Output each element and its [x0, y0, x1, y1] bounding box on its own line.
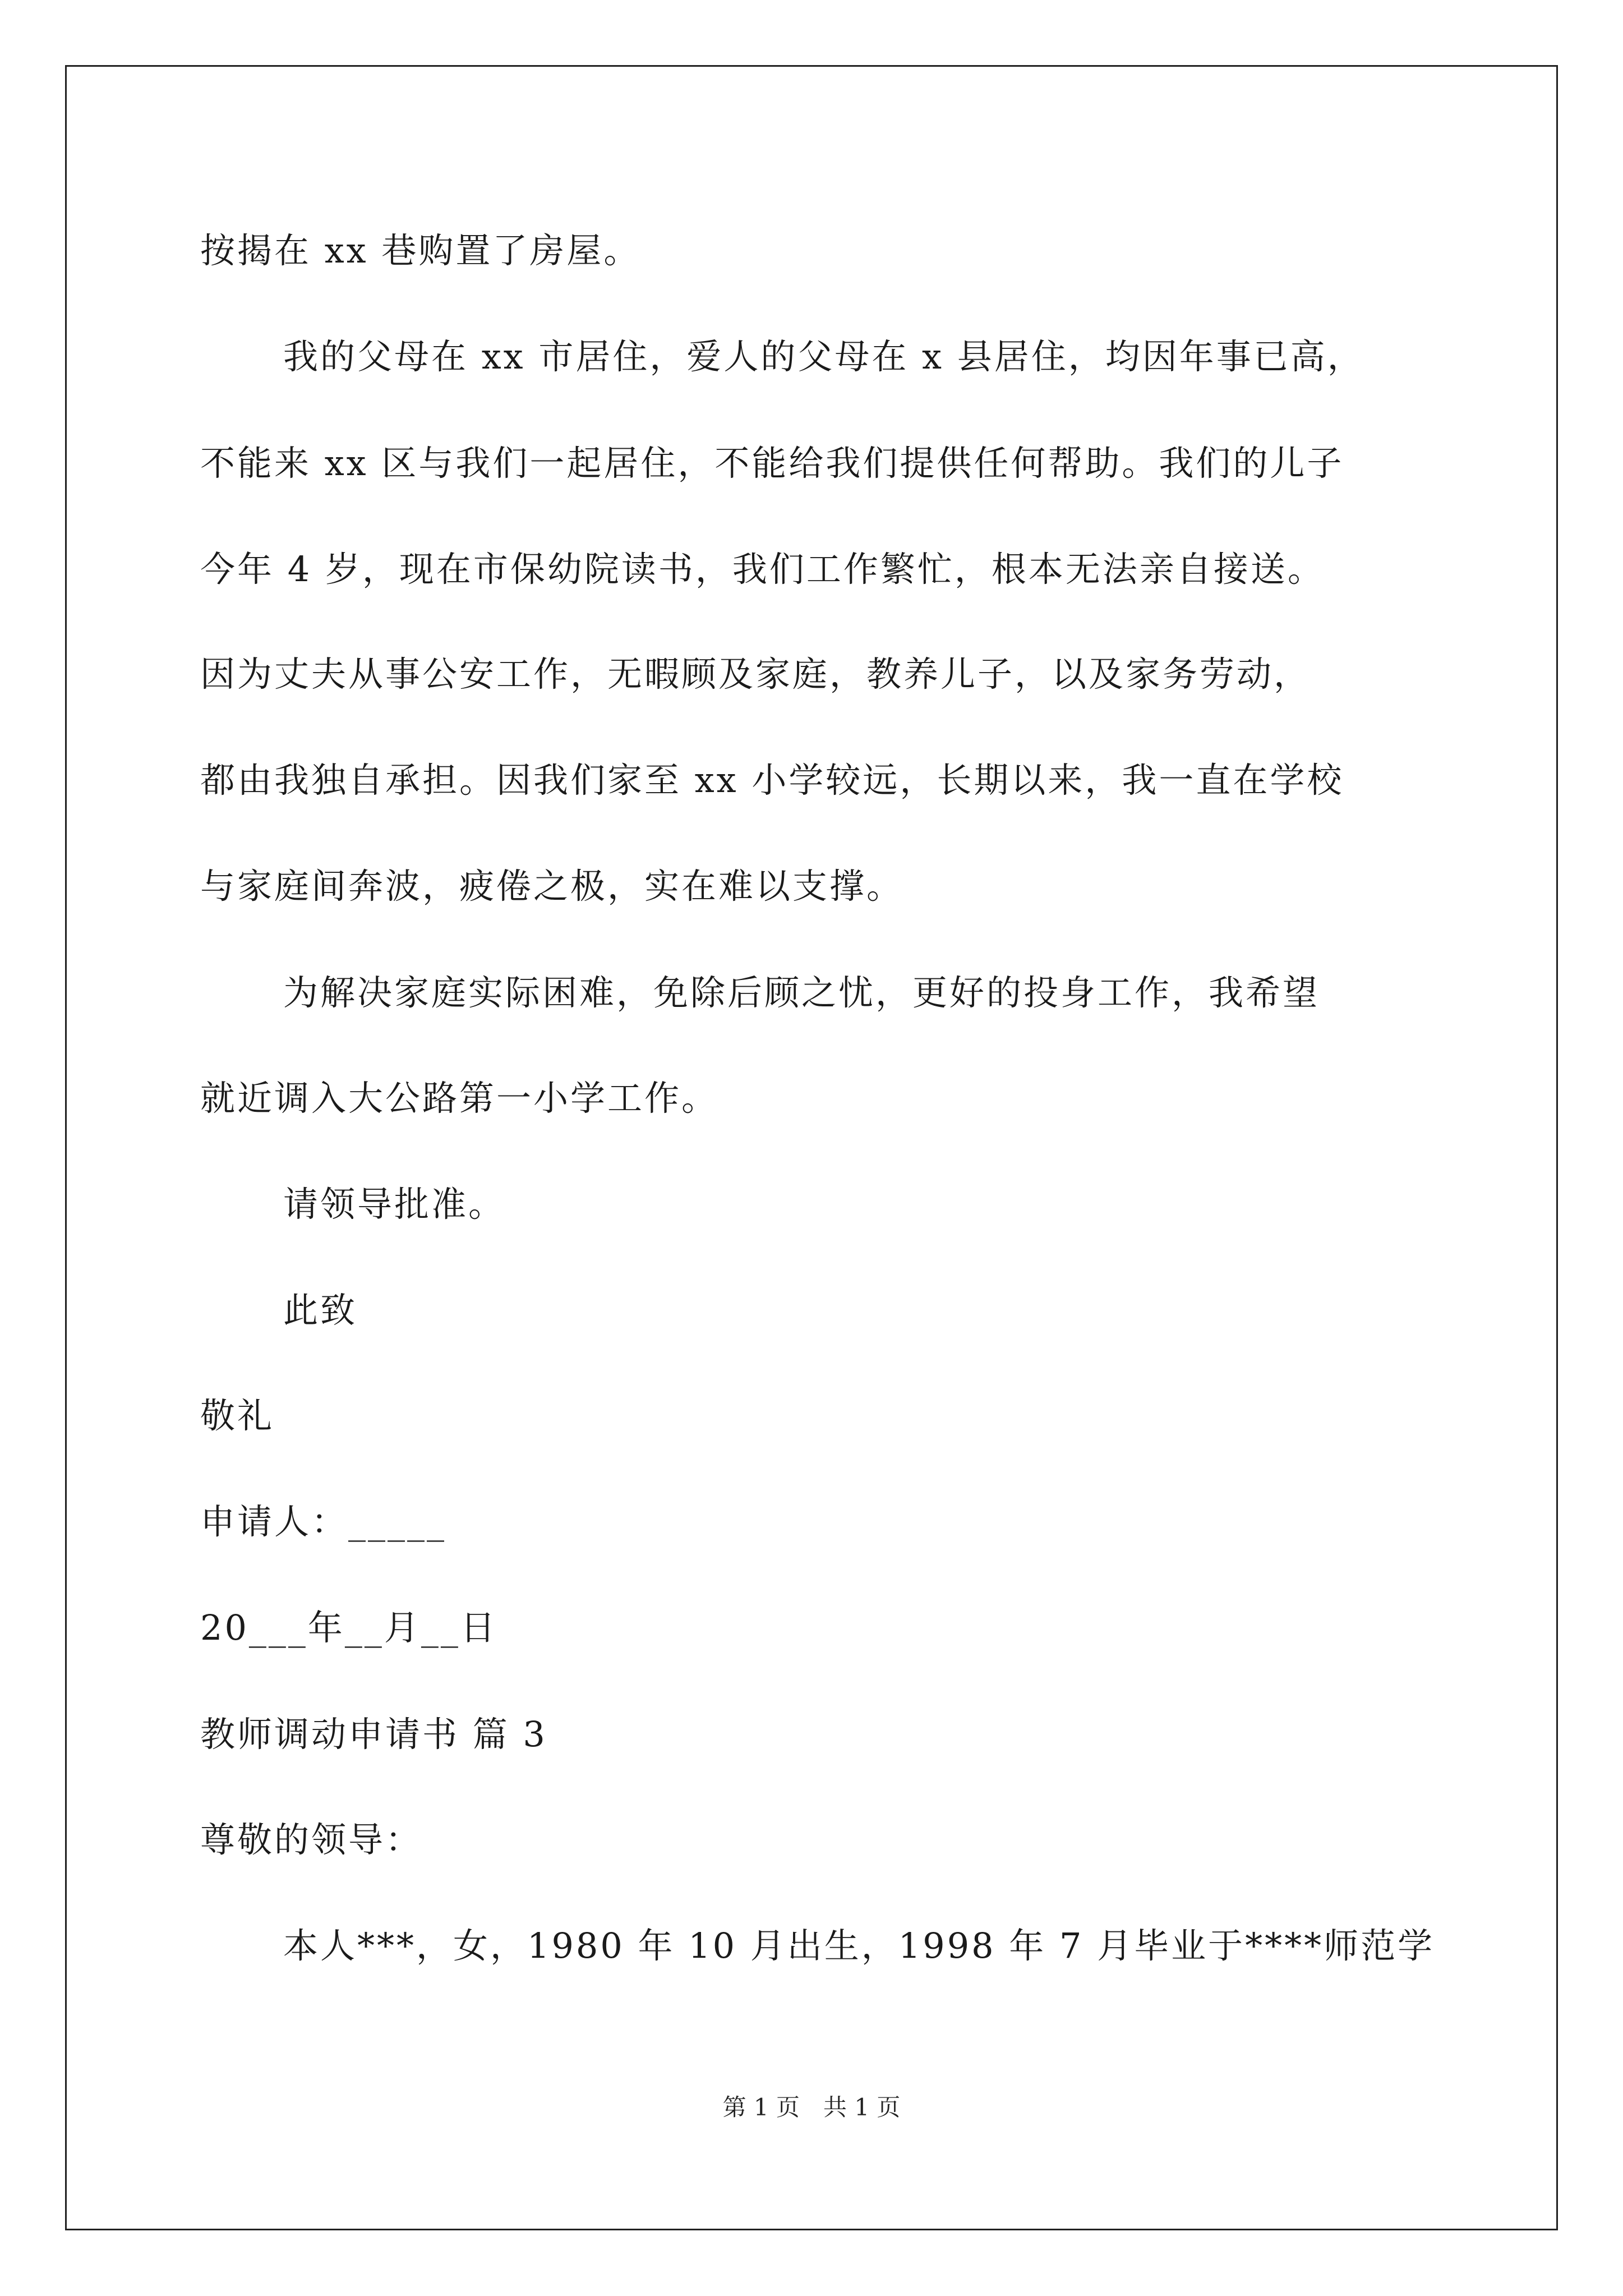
date-line: 20___年__月__日 [200, 1607, 497, 1648]
text-line: 就近调入大公路第一小学工作。 [200, 1078, 719, 1119]
text-line: 本人***，女，1980 年 10 月出生，1998 年 7 月毕业于****师范学 [283, 1925, 1435, 1966]
text-line: 今年 4 岁，现在市保幼院读书，我们工作繁忙，根本无法亲自接送。 [200, 549, 1325, 590]
page-footer: 第 1 页 共 1 页 [722, 2093, 901, 2121]
salutation: 尊敬的领导： [200, 1819, 423, 1860]
text-line: 都由我独自承担。因我们家至 xx 小学较远，长期以来，我一直在学校 [200, 760, 1344, 800]
page-border [65, 65, 1558, 2230]
text-line: 与家庭间奔波，疲倦之极，实在难以支撑。 [200, 866, 904, 907]
text-line: 此致 [283, 1290, 358, 1331]
text-line: 敬礼 [200, 1395, 275, 1436]
text-line: 不能来 xx 区与我们一起居住，不能给我们提供任何帮助。我们的儿子 [200, 443, 1344, 484]
text-line: 我的父母在 xx 市居住，爱人的父母在 x 县居住，均因年事已高， [283, 336, 1364, 377]
signature-line: 申请人：_____ [200, 1501, 447, 1542]
text-line: 请领导批准。 [283, 1184, 506, 1225]
section-title: 教师调动申请书 篇 3 [200, 1714, 547, 1755]
text-line: 按揭在 xx 巷购置了房屋。 [200, 230, 641, 271]
text-line: 为解决家庭实际困难，免除后顾之忧，更好的投身工作，我希望 [283, 972, 1320, 1013]
text-line: 因为丈夫从事公安工作，无暇顾及家庭，教养儿子，以及家务劳动， [200, 654, 1311, 694]
